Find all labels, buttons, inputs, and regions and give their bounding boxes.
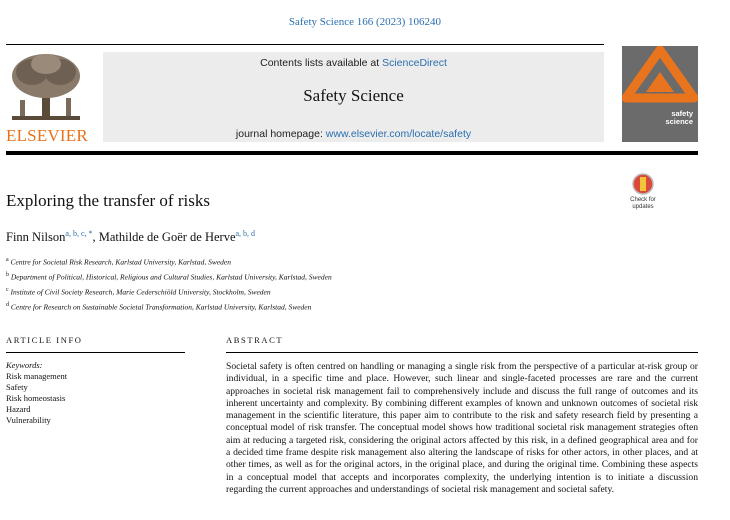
affiliation-text: Centre for Societal Risk Research, Karlstad University, Karlstad, Sweden bbox=[10, 257, 232, 267]
homepage-prefix: journal homepage: bbox=[235, 128, 326, 140]
keyword-item: Risk homeostasis bbox=[6, 393, 66, 403]
author-affiliation-marks[interactable]: a, b, d bbox=[235, 229, 256, 238]
affiliation-mark: b bbox=[6, 272, 9, 278]
keyword-item: Risk management bbox=[6, 371, 68, 381]
journal-citation[interactable]: Safety Science 166 (2023) 106240 bbox=[288, 16, 442, 28]
keywords-label: Keywords: bbox=[6, 360, 43, 370]
affiliation-item bbox=[6, 299, 332, 314]
abstract-rule bbox=[226, 352, 698, 353]
article-info-heading: ARTICLE INFO bbox=[6, 335, 83, 345]
affiliation-item bbox=[6, 269, 332, 284]
journal-cover[interactable] bbox=[622, 46, 698, 142]
affiliation-text: Department of Political, Historical, Religious and Cultural Studies, Karlstad University, Karlstad, Sweden bbox=[10, 272, 332, 282]
abstract-heading: ABSTRACT bbox=[226, 335, 284, 345]
contents-prefix: Contents lists available at bbox=[260, 57, 383, 69]
affiliation-item bbox=[6, 284, 332, 299]
header-bottom-rule bbox=[6, 151, 698, 155]
header-top-rule bbox=[6, 44, 604, 45]
sciencedirect-link[interactable]: ScienceDirect bbox=[382, 57, 447, 69]
crossmark-label-line2: updates bbox=[632, 204, 654, 210]
cover-title bbox=[665, 110, 693, 126]
tree-icon bbox=[6, 50, 86, 124]
affiliation-mark: c bbox=[6, 287, 9, 293]
homepage-line bbox=[103, 128, 604, 140]
journal-homepage-link[interactable]: www.elsevier.com/locate/safety bbox=[325, 128, 472, 140]
article-title: Exploring the transfer of risks bbox=[6, 191, 210, 210]
author-list: Finn Nilson$^{a, b, c, *}$, Mathilde de Goër de Herve$^{a, b, d}$ bbox=[6, 229, 256, 245]
cover-title-line2: science bbox=[665, 117, 693, 126]
keywords-block bbox=[6, 360, 67, 426]
crossmark-label bbox=[623, 197, 663, 211]
keyword-item: Safety bbox=[6, 382, 28, 392]
affiliation-text: Institute of Civil Society Research, Marie Cederschiöld University, Stockholm, Sweden bbox=[10, 287, 271, 297]
affiliation-mark: d bbox=[6, 302, 9, 308]
affiliations bbox=[6, 254, 332, 314]
author-affiliation-marks[interactable]: a, b, c, * bbox=[65, 229, 93, 238]
journal-banner bbox=[103, 52, 604, 142]
contents-line bbox=[103, 57, 604, 69]
abstract-text: Societal safety is often centred on handling or managing a single risk from the perspective of a particular at-risk group or individual, in a specific time and place. However, such linear and single-faceted processes are rare and the current approaches in societal risk management fail to comprehensively include and discuss the full range of outcomes and its inherent uncertainty and complexity. By combining different examples of known and unknown outcomes of societal risk management in the scientific literature, this paper aim to contribute to the risk and safety research field by presenting a conceptual model of risk transfer. The conceptual model shows how traditional societal risk management strategies often aim at reducing a targeted risk, considering the original actors affected by this risk, in a defined geographical area and for a decided time frame despite risk management also altering the landscape of risks for other actors, in other places, and at other times, as well as for the original actors, in the original place, and during the original time. Combining these aspects in a conceptual model that accepts and incorporates complexity, the underlying intention is to initiate a discussion regarding the current approaches and understandings of societal risk management and societal safety. bbox=[226, 361, 698, 495]
affiliation-text: Centre for Research on Sustainable Societal Transformation, Karlstad University, Karlstad, Sweden bbox=[10, 302, 312, 312]
affiliation-mark: a bbox=[6, 257, 9, 263]
author-name[interactable]: Mathilde de Goër de Herve bbox=[98, 230, 236, 245]
check-for-updates-badge[interactable] bbox=[623, 172, 663, 212]
journal-title: Safety Science bbox=[303, 86, 404, 105]
crossmark-icon bbox=[623, 172, 663, 198]
elsevier-logo[interactable] bbox=[6, 50, 88, 145]
keyword-item: Vulnerability bbox=[6, 415, 51, 425]
crossmark-label-line1: Check for bbox=[630, 197, 656, 203]
cover-triangle-icon bbox=[622, 46, 698, 110]
affiliation-item bbox=[6, 254, 332, 269]
article-info-rule bbox=[6, 352, 185, 353]
elsevier-wordmark: ELSEVIER bbox=[6, 126, 88, 145]
keyword-item: Hazard bbox=[6, 404, 31, 414]
cover-title-line1: safety bbox=[671, 109, 693, 118]
author-name[interactable]: Finn Nilson bbox=[6, 230, 66, 245]
